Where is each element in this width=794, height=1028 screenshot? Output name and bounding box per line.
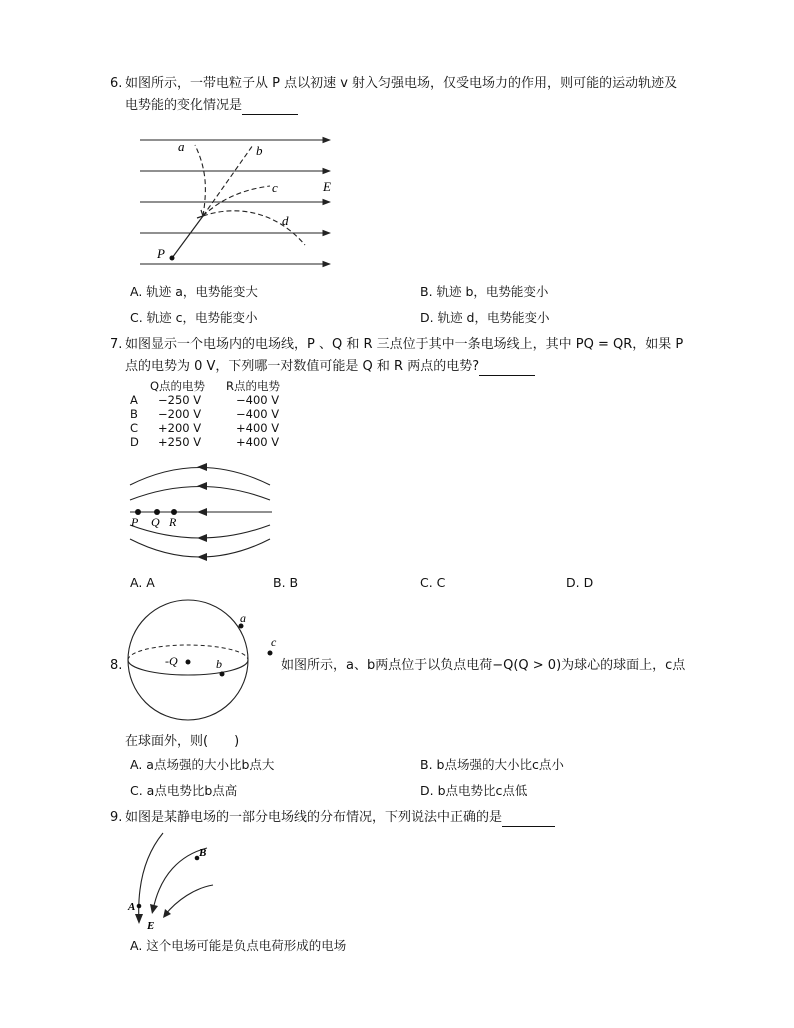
q7-stem-line1: 如图显示一个电场内的电场线，P 、Q 和 R 三点位于其中一条电场线上，其中 PQ = QR，如果 P [125, 337, 684, 352]
q8-option-d[interactable]: D. b点电势比c点低 [420, 783, 528, 798]
q9-figure-field-lines [125, 830, 240, 935]
q9-line-right [165, 885, 213, 915]
q8-option-c[interactable]: C. a点电势比b点高 [130, 783, 238, 798]
q6-number: 6. [110, 76, 123, 91]
q6-label-b: b [256, 143, 263, 158]
q7-table-row-r: −400 V [236, 393, 280, 407]
q8-point-c [268, 651, 273, 656]
q8-point-b [220, 672, 225, 677]
q6-trajectory-a [195, 145, 205, 216]
q7-number: 7. [110, 337, 123, 352]
q7-table-row-key: C [130, 421, 139, 435]
q6-option-d[interactable]: D. 轨迹 d，电势能变小 [420, 310, 550, 325]
q8-center-charge [186, 660, 191, 665]
q6-option-c[interactable]: C. 轨迹 c，电势能变小 [130, 310, 258, 325]
q8-figure-sphere [125, 598, 285, 723]
q7-label-r: R [169, 515, 177, 529]
q6-point-p [170, 256, 175, 261]
q6-label-e: E [323, 179, 331, 194]
q7-table-header-q: Q点的电势 [150, 379, 206, 393]
q7-option-d[interactable]: D. D [566, 575, 594, 590]
q7-table-row-q: −250 V [158, 393, 202, 407]
q7-table-row-q: +200 V [158, 421, 202, 435]
q6-trajectories [195, 145, 305, 245]
q6-velocity-arrowhead [197, 210, 203, 218]
q9-answer-blank [502, 812, 555, 827]
q8-option-a[interactable]: A. a点场强的大小比b点大 [130, 757, 275, 772]
q8-label-a: a [240, 611, 246, 625]
q7-figure-field-lines [125, 455, 275, 570]
q9-stem-line1 [125, 809, 555, 827]
q7-stem-text: 点的电势为 0 V，下列哪一对数值可能是 Q 和 R 两点的电势? [125, 359, 480, 374]
q9-label-b: B [199, 847, 207, 859]
q7-option-b[interactable]: B. B [273, 575, 299, 590]
q8-option-b[interactable]: B. b点场强的大小比c点小 [420, 757, 564, 772]
q8-stem-line2: 在球面外，则( ) [125, 734, 240, 749]
q7-answer-blank [479, 361, 535, 376]
q9-line-left [139, 833, 163, 922]
q7-table-row-r: +400 V [236, 435, 280, 449]
q7-option-c[interactable]: C. C [420, 575, 446, 590]
q7-arrowheads [197, 463, 207, 561]
q8-stem-line1: 如图所示，a、b两点位于以负点电荷−Q(Q > 0)为球心的球面上，c点 [281, 658, 686, 673]
q7-table-row-q: −200 V [158, 407, 202, 421]
q8-label-c: c [271, 635, 277, 649]
q7-option-a[interactable]: A. A [130, 575, 155, 590]
q7-potential-table [128, 380, 298, 450]
q6-velocity-line [172, 216, 203, 258]
q9-stem-text: 如图是某静电场的一部分电场线的分布情况，下列说法中正确的是 [125, 810, 503, 825]
q6-label-c: c [272, 180, 278, 195]
q9-point-a [137, 904, 142, 909]
q6-option-a[interactable]: A. 轨迹 a，电势能变大 [130, 284, 258, 299]
q7-table-row-key: A [130, 393, 138, 407]
q6-stem-text: 电势能的变化情况是 [125, 98, 243, 113]
q6-trajectory-d [203, 211, 305, 245]
q7-label-p: P [131, 515, 139, 529]
q7-stem-line2 [125, 358, 535, 376]
q7-table-row-r: +400 V [236, 421, 280, 435]
q9-option-a[interactable]: A. 这个电场可能是负点电荷形成的电场 [130, 938, 347, 953]
q9-number: 9. [110, 810, 123, 825]
q7-table-row-key: D [130, 435, 139, 449]
q6-label-p: P [157, 246, 165, 261]
q6-figure-uniform-field [135, 130, 340, 270]
q7-table-row-r: −400 V [236, 407, 280, 421]
q8-number: 8. [110, 658, 123, 673]
q7-table-header-r: R点的电势 [226, 379, 280, 393]
q8-label-neg-q: -Q [165, 654, 178, 668]
q6-stem-line1: 如图所示，一带电粒子从 P 点以初速 v 射入匀强电场，仅受电场力的作用，则可能的运动轨迹及 [125, 76, 678, 91]
q7-table-row-key: B [130, 407, 138, 421]
q7-label-q: Q [151, 515, 160, 529]
q6-stem-line2 [125, 97, 298, 115]
q9-label-a: A [128, 901, 136, 913]
q6-answer-blank [242, 100, 298, 115]
q6-label-d: d [282, 213, 289, 228]
q6-option-b[interactable]: B. 轨迹 b，电势能变小 [420, 284, 549, 299]
q6-trajectory-b [203, 145, 253, 216]
q7-table-row-q: +250 V [158, 435, 202, 449]
q8-equator-back [128, 645, 248, 660]
q8-label-b: b [216, 657, 222, 671]
q6-label-a: a [178, 139, 185, 154]
q9-label-e: E [147, 920, 155, 932]
q6-field-lines [140, 140, 330, 264]
